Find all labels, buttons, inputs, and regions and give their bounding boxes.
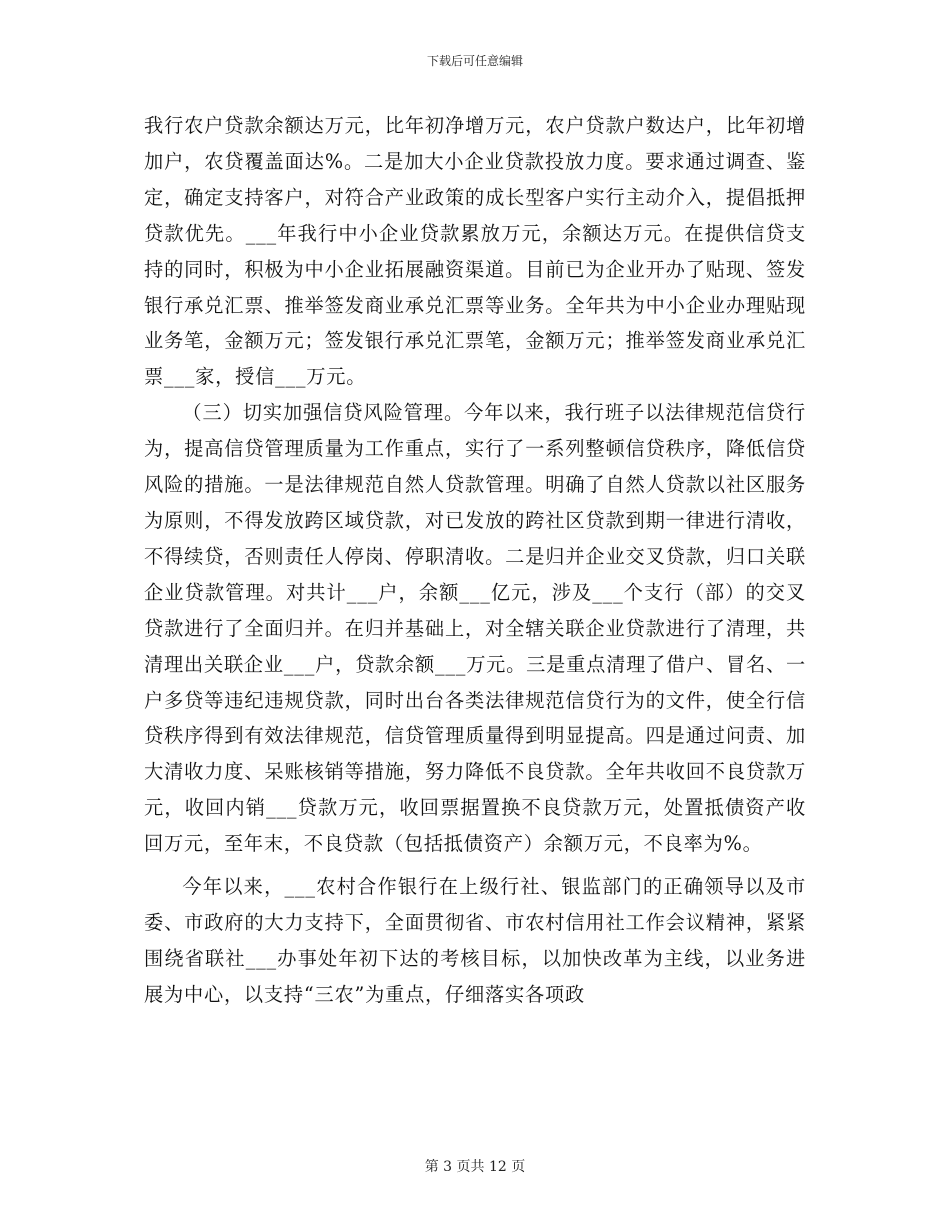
page-footer: 第 3 页共 12 页: [424, 1159, 526, 1175]
document-body: [144, 108, 806, 1013]
paragraph-2: （三）切实加强信贷风险管理。今年以来，我行班子以法律规范信贷行为，提高信贷管理质量为工作重点，实行了一系列整顿信贷秩序，降低信贷风险的措施。一是法律规范自然人贷款管理。明确了自然人贷款以社区服务为原则，不得发放跨区域贷款，对已发放的跨社区贷款到期一律进行清收，不得续贷，否则责任人停岗、停职清收。二是归并企业交叉贷款，归口关联企业贷款管理。对共计___户，余额___亿元，涉及___个支行（部）的交叉贷款进行了全面归并。在归并基础上，对全辖关联企业贷款进行了清理，共清理出关联企业___户，贷款余额___万元。三是重点清理了借户、冒名、一户多贷等违纪违规贷款，同时出台各类法律规范信贷行为的文件，使全行信贷秩序得到有效法律规范，信贷管理质量得到明显提高。四是通过问责、加大清收力度、呆账核销等措施，努力降低不良贷款。全年共收回不良贷款万元，收回内销___贷款万元，收回票据置换不良贷款万元，处置抵债资产收回万元，至年末，不良贷款（包括抵债资产）余额万元，不良率为%。: [144, 401, 806, 856]
paragraph-1: 我行农户贷款余额达万元，比年初净增万元，农户贷款户数达户，比年初增加户，农贷覆盖面达%。二是加大小企业贷款投放力度。要求通过调查、鉴定，确定支持客户，对符合产业政策的成长型客户实行主动介入，提倡抵押贷款优先。___年我行中小企业贷款累放万元，余额达万元。在提供信贷支持的同时，积极为中小企业拓展融资渠道。目前已为企业开办了贴现、签发银行承兑汇票、推举签发商业承兑汇票等业务。全年共为中小企业办理贴现业务笔，金额万元；签发银行承兑汇票笔，金额万元；推举签发商业承兑汇票___家，授信___万元。: [144, 114, 806, 389]
page-header: 下载后可任意编辑: [426, 54, 523, 68]
paragraph-3: 今年以来，___农村合作银行在上级行社、银监部门的正确领导以及市委、市政府的大力支持下，全面贯彻省、市农村信用社工作会议精神，紧紧围绕省联社___办事处年初下达的考核目标，以加快改革为主线，以业务进展为中心，以支持“三农”为重点，仔细落实各项政: [144, 875, 806, 1006]
